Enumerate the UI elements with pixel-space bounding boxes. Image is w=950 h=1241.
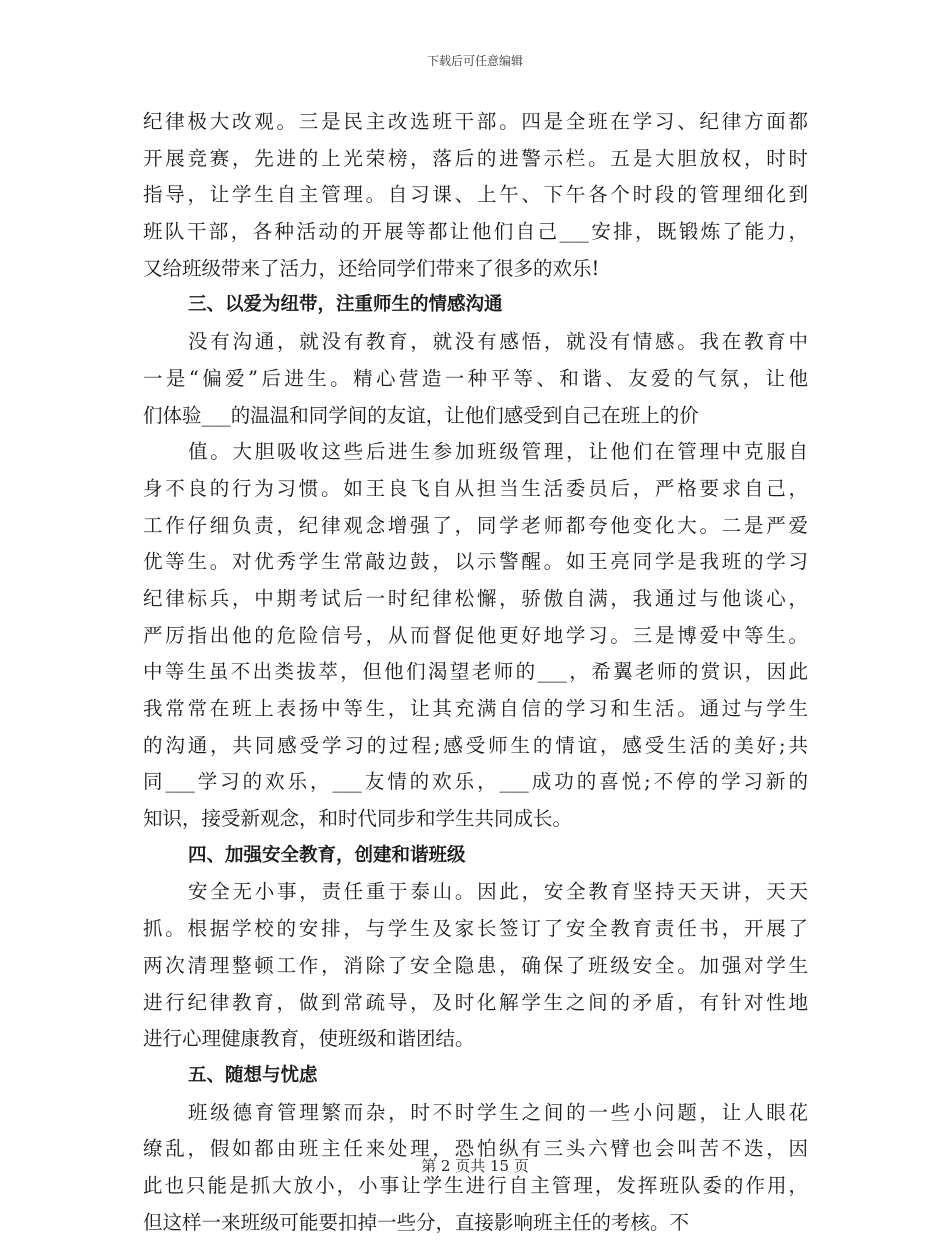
paragraph-line: 开展竞赛，先进的上光荣榜，落后的进警示栏。五是大胆放权，时时 xyxy=(143,146,808,170)
paragraph-line: 一是“偏爱”后进生。精心营造一种平等、和谐、友爱的气氛，让他 xyxy=(143,366,808,390)
paragraph-line: 但这样一来班级可能要扣掉一些分，直接影响班主任的考核。不 xyxy=(143,1210,690,1234)
paragraph-line: 指导，让学生自主管理。自习课、上午、下午各个时段的管理细化到 xyxy=(143,183,808,207)
paragraph-line: 此也只能是抓大放小，小事让学生进行自主管理，发挥班队委的作用， xyxy=(143,1173,808,1197)
paragraph-line: 纪律极大改观。三是民主改选班干部。四是全班在学习、纪律方面都 xyxy=(143,110,808,133)
paragraph-line: 中等生虽不出类拔萃，但他们渴望老师的___，希翼老师的赏识，因此 xyxy=(143,660,808,684)
paragraph-line: 同___学习的欢乐，___友情的欢乐，___成功的喜悦;不停的学习新的 xyxy=(143,770,808,794)
paragraph-line: 纪律标兵，中期考试后一时纪律松懈，骄傲自满，我通过与他谈心， xyxy=(143,586,808,610)
paragraph-line: 班队干部，各种活动的开展等都让他们自己___安排，既锻炼了能力， xyxy=(143,220,808,244)
section-heading: 三、以爱为纽带，注重师生的情感沟通 xyxy=(188,294,503,316)
paragraph-line: 的沟通，共同感受学习的过程;感受师生的情谊，感受生活的美好;共 xyxy=(143,733,808,757)
page-footer: 第 2 页共 15 页 xyxy=(421,1157,529,1175)
paragraph-line: 又给班级带来了活力，还给同学们带来了很多的欢乐! xyxy=(143,256,600,280)
paragraph-line: 进行心理健康教育，使班级和谐团结。 xyxy=(143,1027,475,1051)
section-heading: 五、随想与忧虑 xyxy=(188,1064,318,1086)
paragraph-line: 身不良的行为习惯。如王良飞自从担当生活委员后，严格要求自己， xyxy=(143,476,808,500)
paragraph-line: 抓。根据学校的安排，与学生及家长签订了安全教育责任书，开展了 xyxy=(143,917,808,941)
paragraph-line: 知识，接受新观念，和时代同步和学生共同成长。 xyxy=(143,807,573,831)
paragraph-line: 进行纪律教育，做到常疏导，及时化解学生之间的矛盾，有针对性地 xyxy=(143,990,808,1014)
paragraph-line: 班级德育管理繁而杂，时不时学生之间的一些小问题，让人眼花 xyxy=(188,1100,808,1124)
document-body xyxy=(143,104,808,1241)
paragraph-line: 们体验___的温温和同学间的友谊，让他们感受到自己在班上的价 xyxy=(143,403,699,427)
paragraph-line: 没有沟通，就没有教育，就没有感悟，就没有情感。我在教育中 xyxy=(188,330,808,354)
paragraph-line: 安全无小事，责任重于泰山。因此，安全教育坚持天天讲，天天 xyxy=(188,880,808,904)
paragraph-line: 我常常在班上表扬中等生，让其充满自信的学习和生活。通过与学生 xyxy=(143,697,808,720)
paragraph-line: 严厉指出他的危险信号，从而督促他更好地学习。三是博爱中等生。 xyxy=(143,623,808,647)
section-heading: 四、加强安全教育，创建和谐班级 xyxy=(188,844,466,866)
paragraph-line: 缭乱，假如都由班主任来处理，恐怕纵有三头六臂也会叫苦不迭，因 xyxy=(143,1137,808,1161)
paragraph-line: 值。大胆吸收这些后进生参加班级管理，让他们在管理中克服自 xyxy=(188,440,808,464)
page-header: 下载后可任意编辑 xyxy=(426,54,523,68)
paragraph-line: 两次清理整顿工作，消除了安全隐患，确保了班级安全。加强对学生 xyxy=(143,953,808,977)
paragraph-line: 优等生。对优秀学生常敲边鼓，以示警醒。如王亮同学是我班的学习 xyxy=(143,550,808,574)
paragraph-line: 工作仔细负责，纪律观念增强了，同学老师都夸他变化大。二是严爱 xyxy=(143,513,808,537)
